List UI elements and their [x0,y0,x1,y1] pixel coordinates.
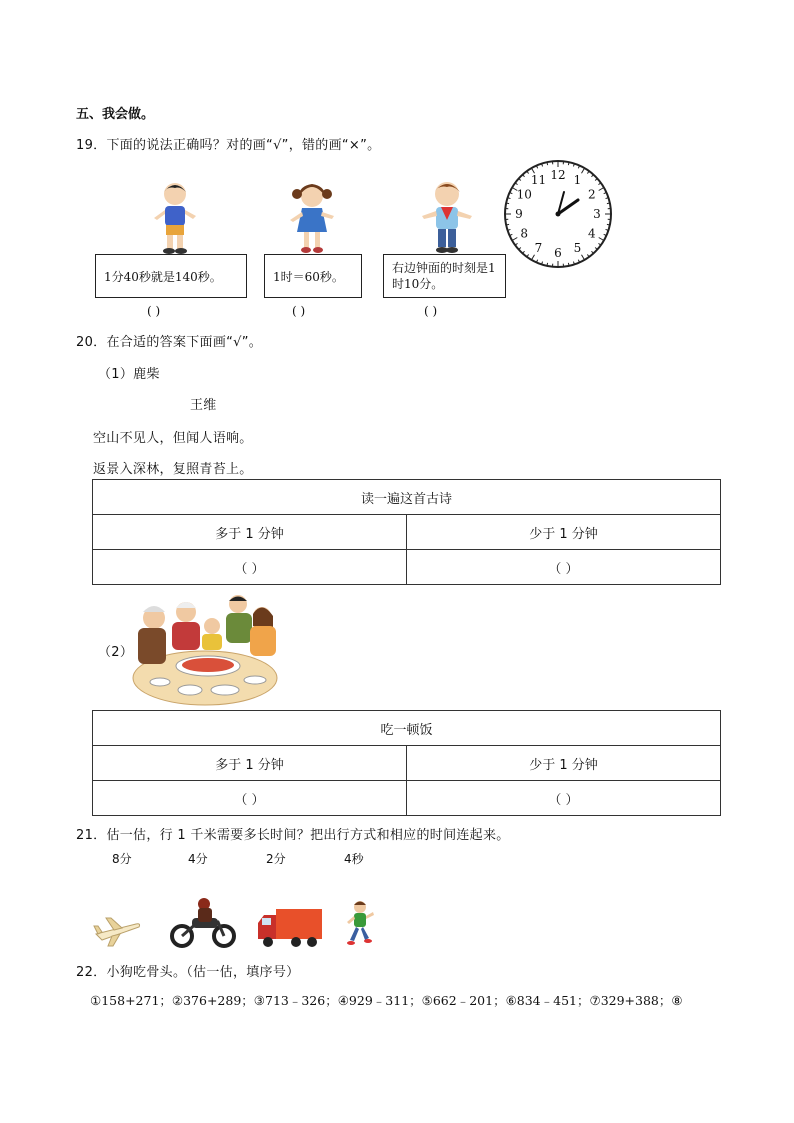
poem-table-header: 读一遍这首古诗 [93,480,721,515]
q19-prompt: 19．下面的说法正确吗？对的画“√”，错的画“×”。 [76,138,381,153]
poem-line-1: 空山不见人，但闻人语响。 [93,431,253,446]
clock-number: 11 [530,173,547,188]
statement-box-3 [383,254,506,298]
clock-number: 4 [587,226,596,241]
time-label-1: 8分 [112,852,132,866]
part1-label: （1）鹿柴 [98,367,160,382]
statement-text-2: 1时＝60秒。 [273,269,344,284]
clock-tick [506,224,509,225]
airplane-icon[interactable] [92,912,142,948]
meal-answer-less[interactable]: （ ） [407,781,721,816]
motorcycle-icon[interactable] [168,896,238,948]
q21-prompt: 21．估一估，行 1 千米需要多长时间？把出行方式和相应的时间连起来。 [76,828,510,843]
truck-icon[interactable] [256,907,324,949]
poem-author: 王维 [190,398,217,413]
meal-table-col-less: 少于 1 分钟 [407,746,721,781]
meal-answer-more[interactable]: （ ） [93,781,407,816]
answer-blank-2[interactable]: ( ) [292,304,306,318]
clock-tick [568,162,569,165]
q22-items: ①158+271；②376+289；③713﹣326；④929﹣311；⑤662﹣201；⑥834﹣451；⑦329+388；⑧ [90,993,683,1008]
clock-number: 7 [534,240,543,255]
clock-number: 8 [520,226,529,241]
poem-table-col-less: 少于 1 分钟 [407,515,721,550]
clock-tick [547,162,548,165]
poem-answer-more[interactable]: （ ） [93,550,407,585]
clock-number: 2 [587,187,596,202]
poem-table [92,479,721,585]
time-label-4: 4秒 [344,852,364,866]
answer-blank-1[interactable]: ( ) [147,304,161,318]
part2-label: （2） [98,645,134,660]
statement-text-1: 1分40秒就是140秒。 [104,269,222,284]
clock-icon [502,158,614,270]
girl-illustration [285,182,339,256]
clock-tick [547,263,548,266]
answer-blank-3[interactable]: ( ) [424,304,438,318]
boy-scarf-illustration [417,180,477,256]
time-label-2: 4分 [188,852,208,866]
clock-tick [506,203,509,204]
meal-table-header: 吃一顿饭 [93,711,721,746]
running-boy-icon[interactable] [344,900,376,948]
q20-prompt: 20．在合适的答案下面画“√”。 [76,335,263,350]
statement-box-2 [264,254,362,298]
clock-number: 9 [515,207,523,221]
boy-illustration [150,180,200,255]
time-label-3: 2分 [266,852,286,866]
clock-number: 3 [593,207,601,221]
q22-prompt: 22．小狗吃骨头。（估一估，填序号） [76,965,300,980]
clock-tick [568,263,569,266]
clock-number: 5 [573,240,582,255]
clock-number: 1 [573,173,582,188]
poem-table-col-more: 多于 1 分钟 [93,515,407,550]
clock-number: 6 [554,246,562,260]
statement-box-1 [95,254,247,298]
section-title: 五、我会做。 [76,107,155,122]
poem-line-2: 返景入深林，复照青苔上。 [93,462,253,477]
meal-table [92,710,721,816]
q19-figure [92,158,614,326]
clock-number: 12 [550,168,566,182]
statement-text-3: 右边钟面的时刻是1时10分。 [392,261,496,291]
clock-number: 10 [516,187,532,202]
clock-tick [607,224,610,225]
family-dinner-illustration [130,590,280,708]
clock-tick [607,203,610,204]
poem-answer-less[interactable]: （ ） [407,550,721,585]
meal-table-col-more: 多于 1 分钟 [93,746,407,781]
